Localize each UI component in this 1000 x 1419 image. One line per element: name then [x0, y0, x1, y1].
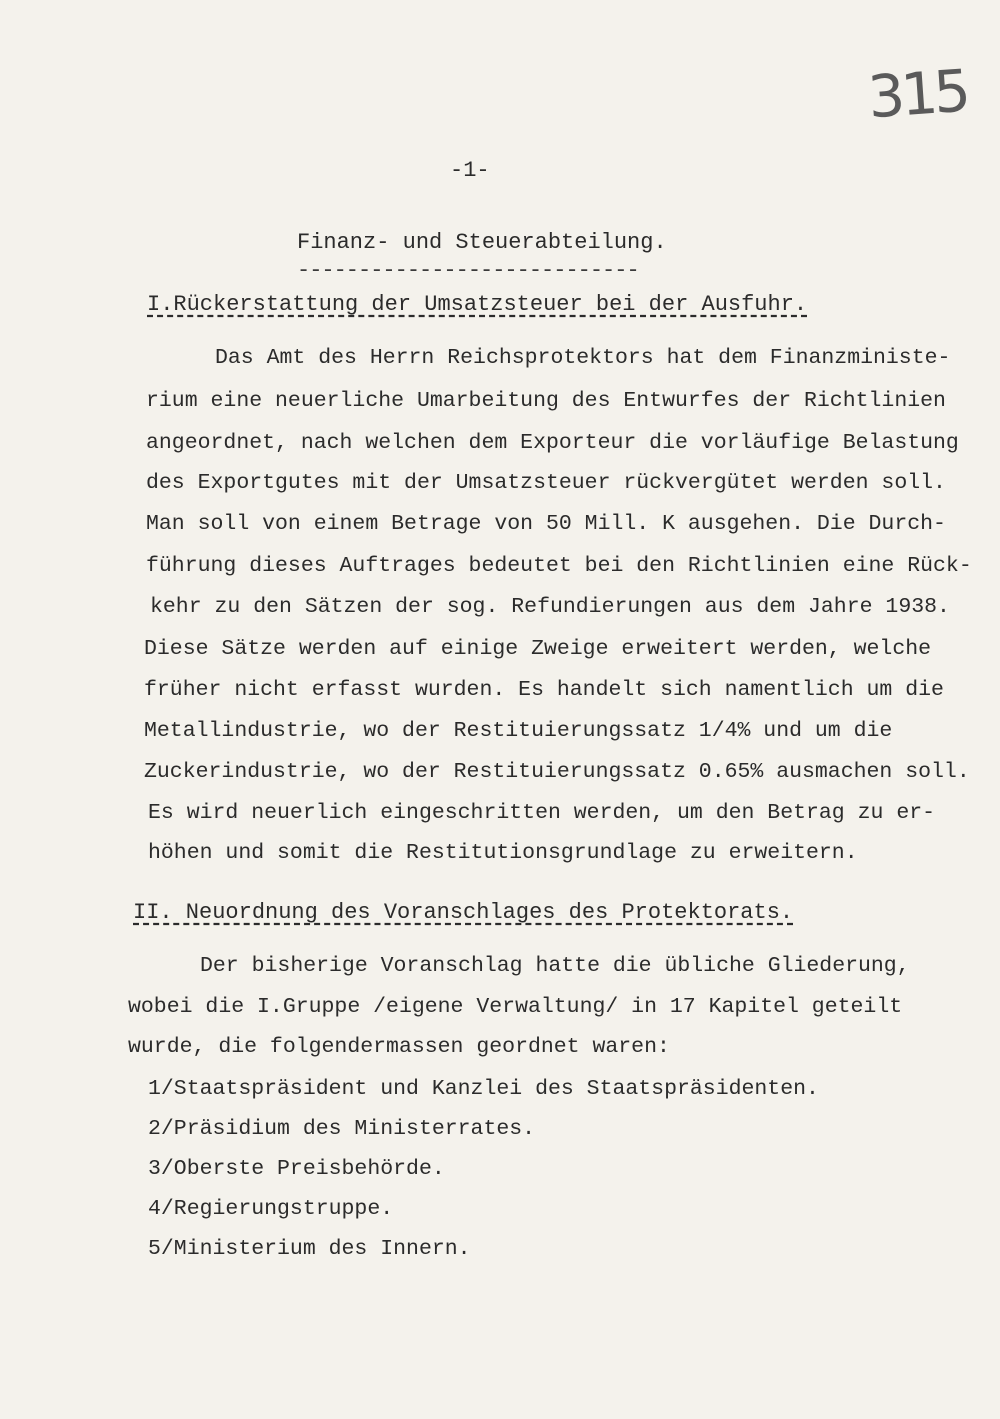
- section1-line: des Exportgutes mit der Umsatzsteuer rückvergütet werden soll.: [146, 471, 946, 495]
- section2-title: II. Neuordnung des Voranschlages des Protektorats.: [133, 900, 794, 925]
- section1-line: kehr zu den Sätzen der sog. Refundierungen aus dem Jahre 1938.: [150, 595, 950, 619]
- section1-line: Zuckerindustrie, wo der Restituierungssatz 0.65% ausmachen soll.: [144, 760, 970, 784]
- chapter-list-item: 1/Staatspräsident und Kanzlei des Staatspräsidenten.: [148, 1077, 819, 1101]
- section1-line: höhen und somit die Restitutionsgrundlage zu erweitern.: [148, 841, 858, 865]
- department-heading: Finanz- und Steuerabteilung.: [297, 230, 667, 255]
- section1-line: rium eine neuerliche Umarbeitung des Entwurfes der Richtlinien: [146, 389, 946, 413]
- section1-line: angeordnet, nach welchen dem Exporteur die vorläufige Belastung: [146, 431, 959, 455]
- chapter-list-item: 2/Präsidium des Ministerrates.: [148, 1117, 536, 1141]
- section1-line: führung dieses Auftrages bedeutet bei den Richtlinien eine Rück-: [146, 554, 972, 578]
- chapter-list-item: 3/Oberste Preisbehörde.: [148, 1157, 445, 1181]
- chapter-list-item: 4/Regierungstruppe.: [148, 1197, 394, 1221]
- section1-line: Diese Sätze werden auf einige Zweige erweitert werden, welche: [144, 637, 932, 661]
- section2-line: Der bisherige Voranschlag hatte die übliche Gliederung,: [200, 954, 910, 978]
- section1-line: Man soll von einem Betrage von 50 Mill. K ausgehen. Die Durch-: [146, 512, 946, 536]
- section2-line: wobei die I.Gruppe /eigene Verwaltung/ in 17 Kapitel geteilt: [128, 995, 903, 1019]
- page-number: -1-: [450, 158, 490, 183]
- section1-line: Das Amt des Herrn Reichsprotektors hat dem Finanzministe-: [215, 346, 951, 370]
- section2-line: wurde, die folgendermassen geordnet waren:: [128, 1035, 670, 1059]
- section1-title: I.Rückerstattung der Umsatzsteuer bei der Ausfuhr.: [147, 292, 808, 317]
- folio-number: 315: [865, 56, 969, 132]
- section1-line: früher nicht erfasst wurden. Es handelt sich namentlich um die: [144, 678, 944, 702]
- section1-line: Es wird neuerlich eingeschritten werden, um den Betrag zu er-: [148, 801, 936, 825]
- chapter-list-item: 5/Ministerium des Innern.: [148, 1237, 471, 1261]
- section1-line: Metallindustrie, wo der Restituierungssatz 1/4% und um die: [144, 719, 893, 743]
- heading-rule: ----------------------------: [297, 258, 639, 283]
